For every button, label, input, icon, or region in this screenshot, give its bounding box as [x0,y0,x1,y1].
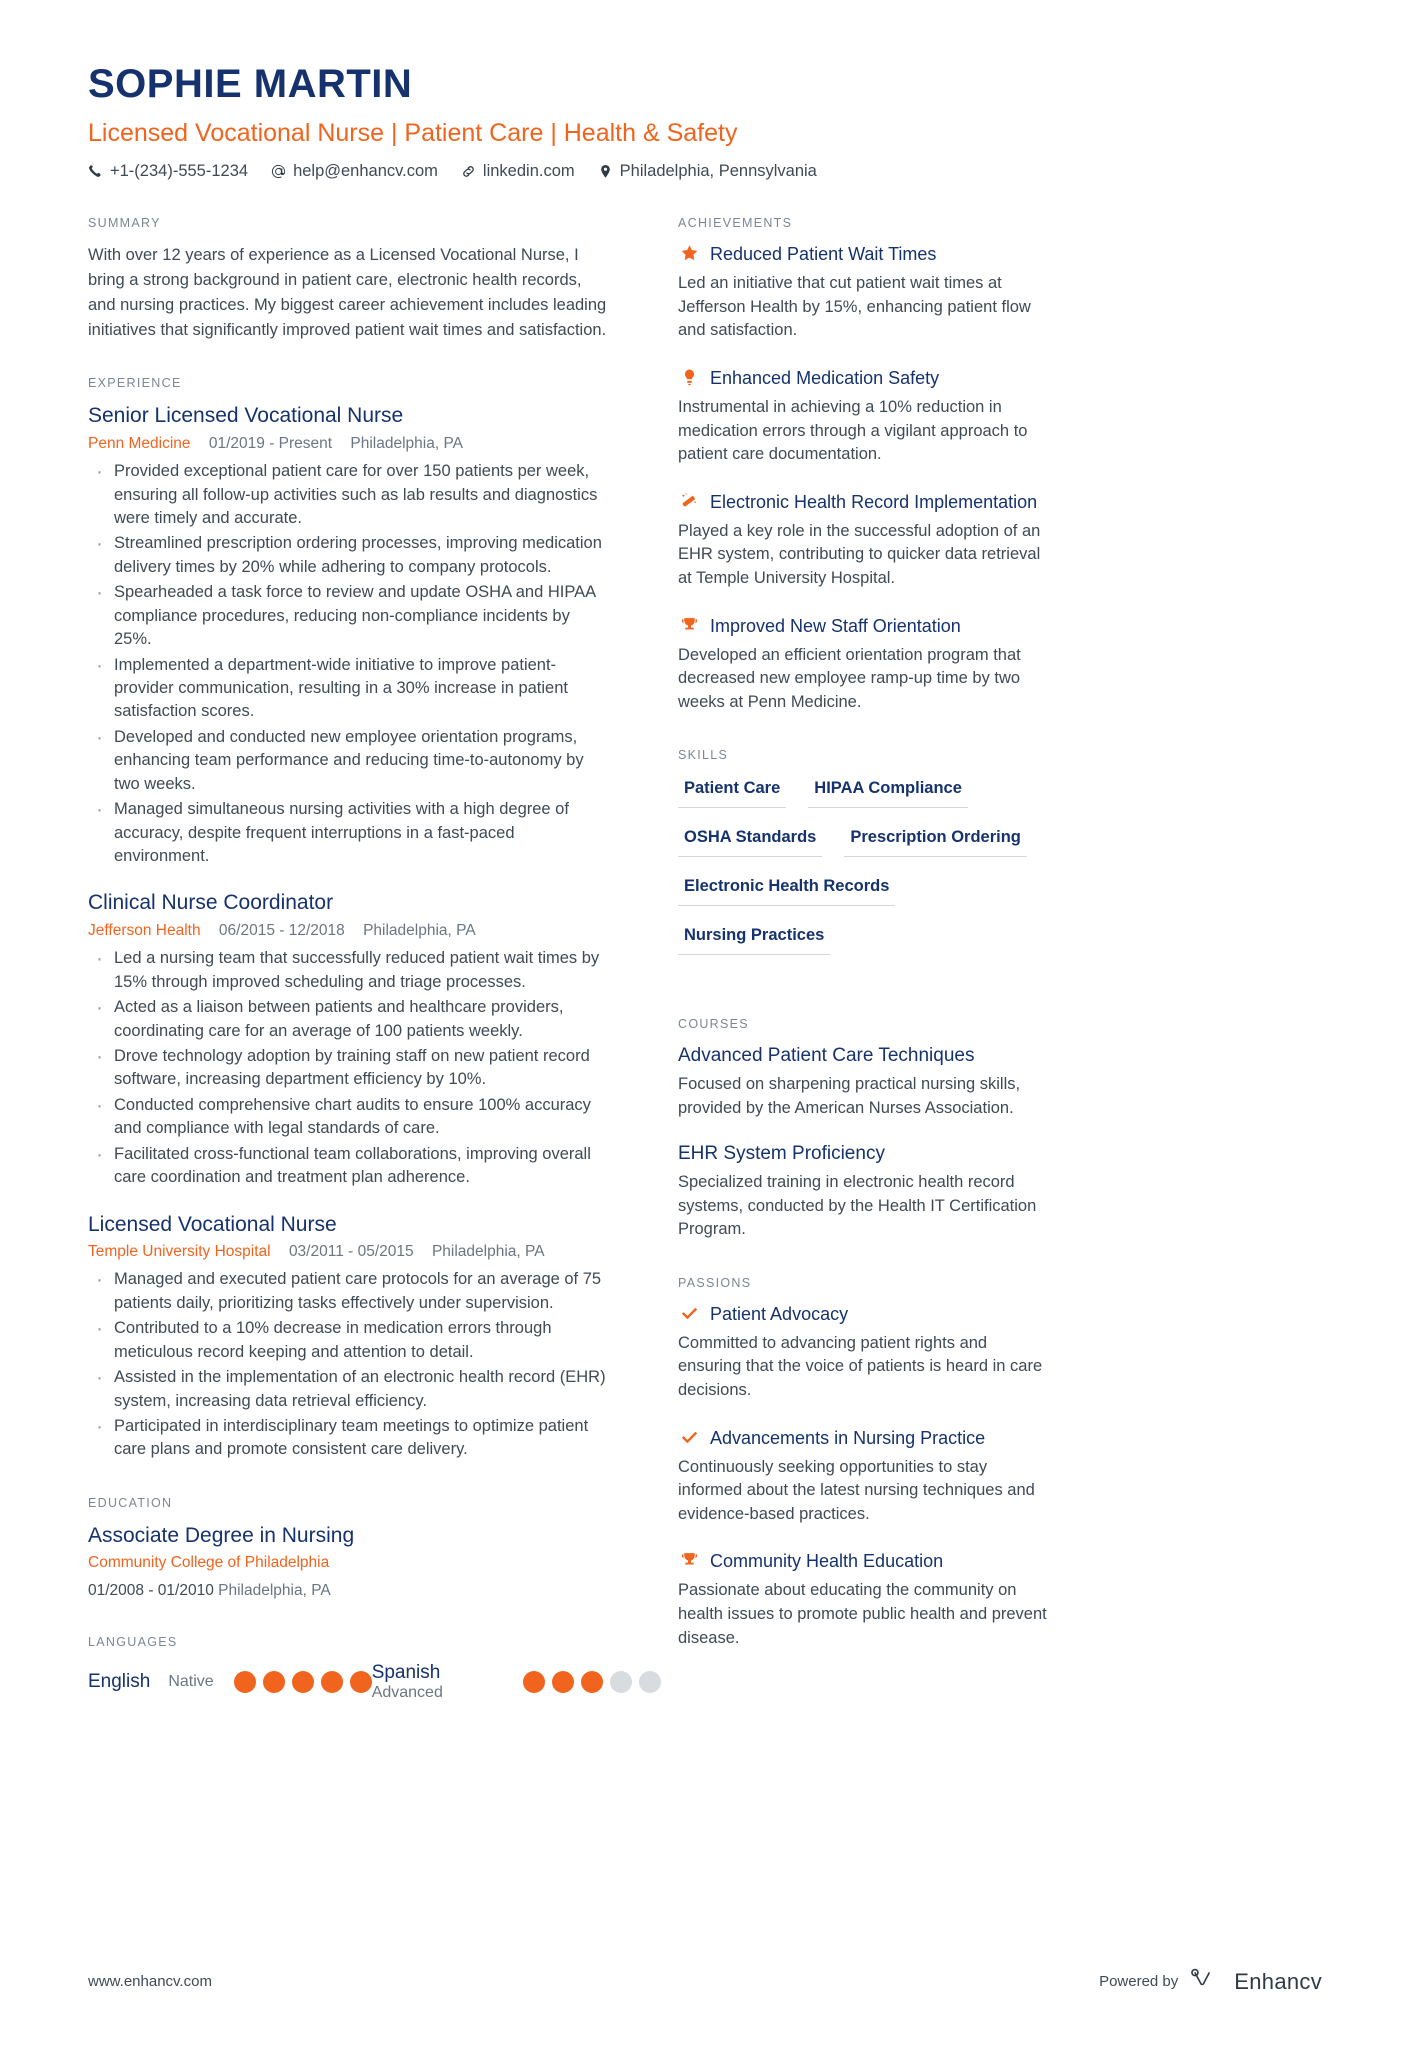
footer-website[interactable]: www.enhancv.com [88,1973,212,1990]
professional-headline: Licensed Vocational Nurse | Patient Care | Health & Safety [88,119,738,147]
page-footer [88,1968,1322,1995]
contact-row [88,162,1322,181]
lightbulb-icon [678,367,700,391]
experience-entry [88,1212,610,1462]
skill-tag: Patient Care [678,775,786,808]
language-level: Native [168,1673,214,1691]
list-item: · Managed and executed patient care protocols for an average of 75 patients daily, prioritizing tasks effectively under supervision. [88,1268,610,1315]
contact-email-text: help@enhancv.com [293,162,438,181]
experience-dates: 03/2011 - 05/2015 [288,1242,414,1260]
list-item: · Managed simultaneous nursing activities with a high degree of accuracy, despite frequent interruptions in a fast-paced environment. [88,798,610,868]
achievement-item [678,367,1052,467]
experience-company: Penn Medicine [88,434,191,452]
passion-item [678,1550,1052,1650]
list-item: · Drove technology adoption by training staff on new patient record software, increasing department efficiency by 10%. [88,1045,610,1092]
magic-wand-icon [678,491,700,515]
experience-bullets [88,947,610,1189]
education-school: Community College of Philadelphia [88,1554,330,1572]
passion-title: Community Health Education [710,1551,944,1572]
education-degree: Associate Degree in Nursing [88,1523,355,1547]
page-title: SOPHIE MARTIN [88,62,413,106]
list-item: · Contributed to a 10% decrease in medication errors through meticulous record keeping and attention to detail. [88,1317,610,1364]
experience-location: Philadelphia, PA [363,921,476,939]
brand-name: Enhancv [1234,1968,1322,1994]
experience-bullets [88,460,610,868]
section-languages [88,1635,610,1702]
list-item: · Provided exceptional patient care for over 150 patients per week, ensuring all follow-up activities such as lab results and diagnostics were timely and accurate. [88,460,610,530]
enhancv-logo-icon [1191,1968,1225,1995]
list-item: · Facilitated cross-functional team collaborations, improving overall care coordination and treatment plan adherence. [88,1143,610,1190]
skills-list [678,775,1052,971]
contact-location-text: Philadelphia, Pennsylvania [619,162,817,181]
experience-company: Temple University Hospital [88,1242,271,1260]
rating-dot-filled [581,1671,603,1693]
passion-head [678,1303,1052,1327]
rating-dot-filled [523,1671,545,1693]
section-label-experience: EXPERIENCE [88,376,182,391]
powered-by-label: Powered by [1099,1973,1179,1990]
rating-dot-filled [350,1671,372,1693]
left-column [88,216,648,1736]
achievement-title: Improved New Staff Orientation [710,615,961,636]
experience-dates: 06/2015 - 12/2018 [218,921,345,939]
contact-location [598,162,817,181]
education-entry [88,1523,610,1602]
experience-meta [88,920,610,942]
section-achievements [678,216,1052,714]
section-skills [678,748,1052,971]
star-icon [678,243,700,267]
check-icon [678,1427,700,1451]
list-item: · Streamlined prescription ordering processes, improving medication delivery times by 20% while adhering to company protocols. [88,532,610,579]
achievement-head [678,615,1052,639]
skill-tag: Electronic Health Records [678,873,895,906]
rating-dot-filled [321,1671,343,1693]
rating-dot-empty [610,1671,632,1693]
course-item [678,1142,1052,1242]
section-label-skills: SKILLS [678,748,729,763]
education-school-row [88,1552,610,1574]
language-level-stack [168,1673,213,1691]
language-rating-dots [523,1671,661,1693]
contact-email[interactable] [271,162,438,181]
list-item: · Developed and conducted new employee orientation programs, enhancing team performance and reducing time-to-autonomy by two weeks. [88,726,610,796]
passion-head [678,1427,1052,1451]
check-icon [678,1303,700,1327]
rating-dot-filled [292,1671,314,1693]
passion-description: Continuously seeking opportunities to stay informed about the latest nursing techniques and evidence-based practices. [678,1457,1035,1523]
experience-bullets [88,1268,610,1461]
education-meta [88,1580,610,1602]
list-item: · Assisted in the implementation of an electronic health record (EHR) system, increasing data retrieval efficiency. [88,1366,610,1413]
achievement-head [678,491,1052,515]
email-icon [271,164,286,179]
achievement-description: Instrumental in achieving a 10% reduction in medication errors through a vigilant approach to patient care documentation. [678,398,1028,464]
course-title: Advanced Patient Care Techniques [678,1045,975,1067]
contact-link[interactable] [461,162,575,181]
skill-tag: HIPAA Compliance [808,775,968,808]
achievement-title: Enhanced Medication Safety [710,368,940,389]
section-label-education: EDUCATION [88,1495,173,1510]
achievement-item [678,615,1052,715]
brand-logo [1191,1968,1322,1995]
achievement-item [678,491,1052,591]
course-description: Focused on sharpening practical nursing skills, provided by the American Nurses Association. [678,1075,1021,1117]
languages-row [88,1662,610,1702]
course-item [678,1044,1052,1120]
language-name: Spanish [371,1662,441,1684]
section-experience [88,376,610,1462]
skill-tag: Prescription Ordering [844,824,1027,857]
section-label-courses: COURSES [678,1017,749,1032]
experience-meta [88,433,610,455]
experience-entry [88,890,610,1189]
experience-job-title: Senior Licensed Vocational Nurse [88,404,404,428]
section-passions [678,1276,1052,1650]
course-description: Specialized training in electronic health record systems, conducted by the Health IT Certification Program. [678,1173,1037,1239]
section-label-passions: PASSIONS [678,1275,752,1290]
experience-location: Philadelphia, PA [431,1242,545,1260]
passion-item [678,1427,1052,1527]
list-item: · Spearheaded a task force to review and update OSHA and HIPAA compliance procedures, reducing non-compliance incidents by 25%. [88,581,610,651]
language-english [88,1671,372,1693]
passion-head [678,1550,1052,1574]
section-courses [678,1017,1052,1241]
achievement-item [678,243,1052,343]
link-icon [461,164,476,179]
achievement-title: Reduced Patient Wait Times [710,244,937,265]
section-education [88,1496,610,1602]
education-location: Philadelphia, PA [218,1581,331,1599]
language-rating-dots [234,1671,372,1693]
achievement-head [678,367,1052,391]
passion-title: Patient Advocacy [710,1303,849,1324]
rating-dot-filled [234,1671,256,1693]
passion-description: Committed to advancing patient rights and ensuring that the voice of patients is heard in care decisions. [678,1333,1043,1400]
contact-phone-text: +1-(234)-555-1234 [110,162,249,181]
list-item: · Acted as a liaison between patients and healthcare providers, coordinating care for an average of 100 patients weekly. [88,996,610,1043]
list-item: · Led a nursing team that successfully reduced patient wait times by 15% through improved scheduling and triage processes. [88,947,610,994]
section-label-achievements: ACHIEVEMENTS [678,216,793,231]
achievement-description: Played a key role in the successful adoption of an EHR system, contributing to quicker data retrieval at Temple University Hospital. [678,521,1041,587]
education-dates: 01/2008 - 01/2010 [88,1581,214,1599]
trophy-icon [678,1550,700,1574]
footer-branding [1099,1968,1322,1995]
phone-icon [88,164,103,179]
experience-job-title: Clinical Nurse Coordinator [88,891,334,915]
list-item: · Implemented a department-wide initiative to improve patient-provider communication, resulting in a 30% increase in patient satisfaction scores. [88,654,610,724]
experience-location: Philadelphia, PA [350,434,464,452]
achievement-description: Developed an efficient orientation program that decreased new employee ramp-up time by two weeks at Penn Medicine. [678,645,1021,711]
experience-entry [88,403,610,868]
section-label-summary: SUMMARY [88,216,161,231]
passion-item [678,1303,1052,1403]
section-summary [88,216,610,342]
experience-dates: 01/2019 - Present [208,434,333,452]
experience-company: Jefferson Health [88,921,201,939]
course-title: EHR System Proficiency [678,1143,885,1165]
list-item: · Conducted comprehensive chart audits to ensure 100% accuracy and compliance with legal standards of care. [88,1094,610,1141]
experience-meta [88,1241,610,1263]
resume-page [0,62,1410,2057]
language-label-stack [372,1662,443,1702]
location-pin-icon [598,164,613,179]
achievement-title: Electronic Health Record Implementation [710,491,1038,512]
skill-tag: OSHA Standards [678,824,822,857]
passion-title: Advancements in Nursing Practice [710,1427,986,1448]
rating-dot-filled [263,1671,285,1693]
section-label-languages: LANGUAGES [88,1635,178,1650]
trophy-icon [678,615,700,639]
language-name: English [88,1671,151,1693]
resume-header [88,62,1322,181]
summary-text: With over 12 years of experience as a Licensed Vocational Nurse, I bring a strong background in patient care, electronic health records, and nursing practices. My biggest career achievement includes leading initiatives that significantly improved patient wait times and satisfaction. [88,246,607,339]
contact-link-text: linkedin.com [482,162,575,181]
language-spanish [372,1662,661,1702]
rating-dot-filled [552,1671,574,1693]
experience-job-title: Licensed Vocational Nurse [88,1212,337,1236]
list-item: · Participated in interdisciplinary team meetings to optimize patient care plans and promote consistent care delivery. [88,1415,610,1462]
achievement-description: Led an initiative that cut patient wait times at Jefferson Health by 15%, enhancing patient flow and satisfaction. [678,274,1031,340]
passion-description: Passionate about educating the community on health issues to promote public health and prevent disease. [678,1581,1047,1647]
right-column [648,216,1052,1736]
skill-tag: Nursing Practices [678,922,830,955]
language-level: Advanced [371,1684,443,1702]
contact-phone[interactable] [88,162,248,181]
achievement-head [678,243,1052,267]
resume-columns [88,216,1322,1736]
